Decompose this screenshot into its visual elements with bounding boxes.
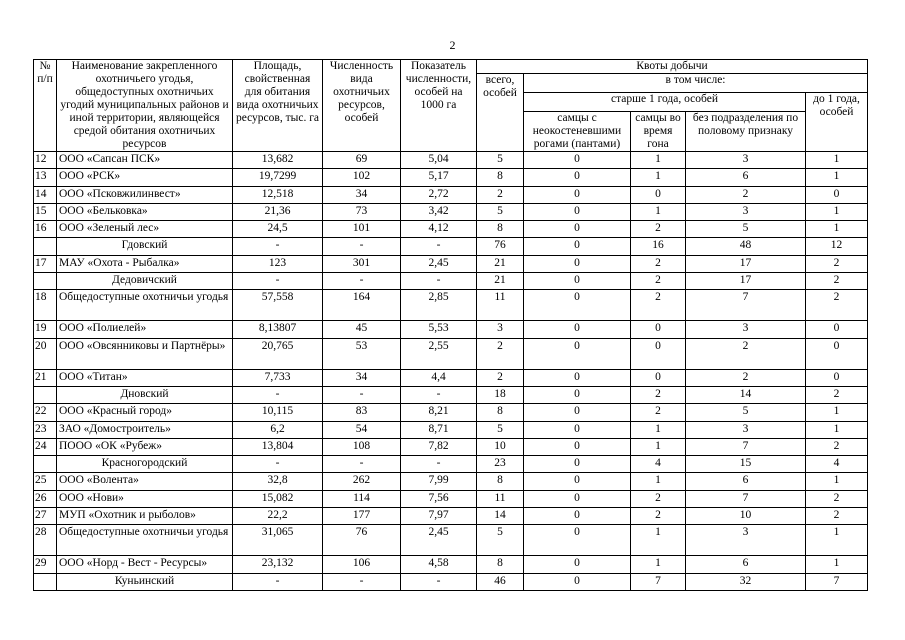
cell-number: 20 [34,338,57,369]
cell-name: ООО «Красный город» [57,404,233,421]
table-row [34,404,868,421]
cell-area: - [233,386,323,403]
cell-males-rut: 1 [631,438,686,455]
cell-males-antlers: 0 [524,369,631,386]
cell-count: 53 [323,338,401,369]
cell-density: 4,12 [401,221,477,238]
cell-density: 5,17 [401,169,477,186]
cell-name: МАУ «Охота - Рыбалка» [57,255,233,272]
cell-count: 106 [323,556,401,573]
cell-density: 3,42 [401,203,477,220]
table-row [34,508,868,525]
cell-number: 21 [34,369,57,386]
cell-density: - [401,456,477,473]
cell-males-antlers: 0 [524,525,631,556]
cell-young: 1 [806,473,868,490]
cell-no-sex: 17 [686,255,806,272]
cell-young: 1 [806,556,868,573]
cell-young: 2 [806,438,868,455]
cell-total: 3 [477,321,524,338]
cell-total: 23 [477,456,524,473]
table-row [34,221,868,238]
cell-name: ПООО «ОК «Рубеж» [57,438,233,455]
table-body [34,152,868,591]
header-no: № п/п [34,60,57,152]
cell-no-sex: 7 [686,290,806,321]
header-males-antlers: самцы с неокостеневшими рогами (пантами) [524,112,631,152]
header-older: старше 1 года, особей [524,93,806,112]
cell-name: Дновский [57,386,233,403]
cell-area: 23,132 [233,556,323,573]
table-row [34,473,868,490]
cell-males-antlers: 0 [524,573,631,590]
cell-area: 32,8 [233,473,323,490]
cell-males-antlers: 0 [524,556,631,573]
cell-males-antlers: 0 [524,438,631,455]
cell-no-sex: 2 [686,338,806,369]
header-name: Наименование закрепленного охотничьего угодья, общедоступных охотничьих угодий муниципальных районов и иной территории, являющейся средой обитания охотничьих ресурсов [57,60,233,152]
cell-area: 15,082 [233,490,323,507]
cell-number: 13 [34,169,57,186]
cell-males-antlers: 0 [524,386,631,403]
cell-number: 27 [34,508,57,525]
table-header [34,60,868,152]
cell-name: ООО «Сапсан ПСК» [57,152,233,169]
cell-young: 1 [806,221,868,238]
cell-males-rut: 7 [631,573,686,590]
cell-name: ООО «Зеленый лес» [57,221,233,238]
header-including: в том числе: [524,74,868,93]
cell-total: 2 [477,338,524,369]
cell-young: 1 [806,525,868,556]
cell-young: 2 [806,255,868,272]
cell-young: 2 [806,273,868,290]
cell-total: 14 [477,508,524,525]
cell-males-antlers: 0 [524,456,631,473]
cell-young: 2 [806,490,868,507]
cell-number [34,238,57,255]
table-row [34,169,868,186]
cell-density: 2,85 [401,290,477,321]
cell-density: 5,04 [401,152,477,169]
table-row [34,556,868,573]
cell-name: ООО «Титан» [57,369,233,386]
cell-total: 2 [477,369,524,386]
table-row [34,421,868,438]
cell-total: 8 [477,221,524,238]
cell-males-antlers: 0 [524,255,631,272]
cell-area: - [233,238,323,255]
cell-count: 76 [323,525,401,556]
table-row [34,255,868,272]
cell-no-sex: 5 [686,221,806,238]
cell-no-sex: 2 [686,369,806,386]
cell-males-rut: 1 [631,525,686,556]
cell-total: 2 [477,186,524,203]
cell-area: 57,558 [233,290,323,321]
cell-name: ООО «Волента» [57,473,233,490]
cell-males-antlers: 0 [524,421,631,438]
header-density: Показатель численности, особей на 1000 га [401,60,477,152]
cell-number: 19 [34,321,57,338]
cell-total: 8 [477,473,524,490]
cell-males-rut: 16 [631,238,686,255]
cell-name: МУП «Охотник и рыболов» [57,508,233,525]
cell-young: 4 [806,456,868,473]
cell-count: 262 [323,473,401,490]
cell-young: 0 [806,186,868,203]
table-row [34,338,868,369]
cell-total: 11 [477,490,524,507]
cell-total: 5 [477,152,524,169]
cell-density: 2,72 [401,186,477,203]
cell-density: 4,4 [401,369,477,386]
cell-males-antlers: 0 [524,290,631,321]
table-row [34,186,868,203]
cell-total: 5 [477,421,524,438]
cell-area: 19,7299 [233,169,323,186]
cell-number: 23 [34,421,57,438]
cell-no-sex: 3 [686,525,806,556]
cell-density: 2,45 [401,255,477,272]
cell-count: 301 [323,255,401,272]
cell-count: - [323,456,401,473]
cell-area: 7,733 [233,369,323,386]
cell-young: 1 [806,203,868,220]
cell-density: 4,58 [401,556,477,573]
cell-area: 31,065 [233,525,323,556]
header-males-rut: самцы во время гона [631,112,686,152]
cell-males-rut: 1 [631,203,686,220]
cell-number [34,273,57,290]
cell-count: 69 [323,152,401,169]
header-quotas: Квоты добычи [477,60,868,74]
cell-name: Гдовский [57,238,233,255]
cell-count: 164 [323,290,401,321]
cell-density: 2,45 [401,525,477,556]
cell-count: 34 [323,186,401,203]
cell-number: 26 [34,490,57,507]
cell-young: 1 [806,421,868,438]
cell-number: 17 [34,255,57,272]
cell-density: 8,21 [401,404,477,421]
cell-total: 8 [477,169,524,186]
header-total: всего, особей [477,74,524,152]
cell-count: 177 [323,508,401,525]
cell-density: 7,56 [401,490,477,507]
cell-count: 114 [323,490,401,507]
cell-total: 8 [477,556,524,573]
cell-name: ЗАО «Домостроитель» [57,421,233,438]
cell-no-sex: 3 [686,321,806,338]
header-area: Площадь, свойственная для обитания вида охотничьих ресурсов, тыс. га [233,60,323,152]
cell-area: - [233,273,323,290]
cell-males-antlers: 0 [524,203,631,220]
cell-males-antlers: 0 [524,238,631,255]
cell-young: 0 [806,321,868,338]
cell-name: ООО «Нови» [57,490,233,507]
cell-males-antlers: 0 [524,473,631,490]
cell-young: 1 [806,404,868,421]
cell-total: 5 [477,525,524,556]
cell-number [34,456,57,473]
cell-number [34,386,57,403]
region-subtotal-row [34,573,868,590]
cell-name: Общедоступные охотничьи угодья [57,290,233,321]
cell-name: ООО «Полиелей» [57,321,233,338]
cell-number: 12 [34,152,57,169]
cell-density: 8,71 [401,421,477,438]
cell-males-rut: 1 [631,556,686,573]
table-row [34,438,868,455]
cell-no-sex: 10 [686,508,806,525]
header-young: до 1 года, особей [806,93,868,152]
cell-total: 10 [477,438,524,455]
cell-number: 16 [34,221,57,238]
cell-density: - [401,386,477,403]
cell-males-rut: 4 [631,456,686,473]
cell-total: 11 [477,290,524,321]
page-number: 2 [449,38,456,52]
cell-name: Общедоступные охотничьи угодья [57,525,233,556]
cell-males-antlers: 0 [524,490,631,507]
cell-males-antlers: 0 [524,404,631,421]
cell-males-antlers: 0 [524,273,631,290]
cell-count: 83 [323,404,401,421]
cell-males-rut: 0 [631,338,686,369]
cell-count: 45 [323,321,401,338]
cell-total: 76 [477,238,524,255]
cell-young: 2 [806,508,868,525]
cell-count: - [323,238,401,255]
cell-density: - [401,273,477,290]
cell-no-sex: 3 [686,203,806,220]
cell-count: - [323,386,401,403]
cell-number [34,573,57,590]
cell-total: 21 [477,255,524,272]
cell-males-rut: 1 [631,169,686,186]
cell-area: - [233,573,323,590]
cell-no-sex: 48 [686,238,806,255]
cell-area: 21,36 [233,203,323,220]
cell-area: 6,2 [233,421,323,438]
cell-number: 29 [34,556,57,573]
cell-no-sex: 32 [686,573,806,590]
cell-name: Дедовичский [57,273,233,290]
table-row [34,321,868,338]
cell-total: 8 [477,404,524,421]
cell-no-sex: 6 [686,169,806,186]
cell-name: ООО «Овсянниковы и Партнёры» [57,338,233,369]
cell-total: 5 [477,203,524,220]
cell-count: - [323,273,401,290]
cell-area: 10,115 [233,404,323,421]
header-count: Численность вида охотничьих ресурсов, особей [323,60,401,152]
cell-count: - [323,573,401,590]
cell-area: 8,13807 [233,321,323,338]
cell-count: 54 [323,421,401,438]
cell-number: 14 [34,186,57,203]
cell-young: 1 [806,152,868,169]
cell-males-rut: 2 [631,255,686,272]
table-row [34,152,868,169]
cell-no-sex: 6 [686,556,806,573]
region-subtotal-row [34,456,868,473]
cell-males-rut: 2 [631,221,686,238]
cell-total: 21 [477,273,524,290]
cell-density: - [401,573,477,590]
cell-no-sex: 3 [686,421,806,438]
cell-young: 2 [806,386,868,403]
cell-area: 123 [233,255,323,272]
cell-name: Красногородский [57,456,233,473]
cell-total: 18 [477,386,524,403]
cell-males-rut: 2 [631,386,686,403]
cell-males-rut: 2 [631,273,686,290]
cell-no-sex: 5 [686,404,806,421]
cell-area: 24,5 [233,221,323,238]
cell-no-sex: 3 [686,152,806,169]
cell-count: 108 [323,438,401,455]
table-row [34,490,868,507]
cell-no-sex: 15 [686,456,806,473]
cell-young: 7 [806,573,868,590]
cell-density: - [401,238,477,255]
cell-males-rut: 0 [631,321,686,338]
cell-males-antlers: 0 [524,152,631,169]
cell-density: 7,97 [401,508,477,525]
header-no-sex: без подразделения по половому признаку [686,112,806,152]
cell-males-rut: 2 [631,404,686,421]
cell-males-rut: 2 [631,508,686,525]
cell-total: 46 [477,573,524,590]
cell-males-antlers: 0 [524,169,631,186]
cell-name: ООО «Псковжилинвест» [57,186,233,203]
cell-area: 12,518 [233,186,323,203]
cell-young: 1 [806,169,868,186]
cell-males-antlers: 0 [524,338,631,369]
cell-males-rut: 1 [631,421,686,438]
cell-young: 0 [806,369,868,386]
cell-density: 7,82 [401,438,477,455]
region-subtotal-row [34,386,868,403]
cell-no-sex: 7 [686,438,806,455]
table-row [34,525,868,556]
cell-number: 28 [34,525,57,556]
cell-males-antlers: 0 [524,221,631,238]
cell-number: 25 [34,473,57,490]
cell-young: 2 [806,290,868,321]
cell-count: 73 [323,203,401,220]
cell-name: ООО «Бельковка» [57,203,233,220]
cell-males-rut: 2 [631,490,686,507]
cell-number: 22 [34,404,57,421]
cell-no-sex: 14 [686,386,806,403]
cell-young: 0 [806,338,868,369]
cell-name: ООО «РСК» [57,169,233,186]
cell-density: 2,55 [401,338,477,369]
cell-number: 24 [34,438,57,455]
cell-males-antlers: 0 [524,321,631,338]
cell-name: ООО «Норд - Вест - Ресурсы» [57,556,233,573]
cell-males-antlers: 0 [524,186,631,203]
cell-count: 101 [323,221,401,238]
cell-count: 34 [323,369,401,386]
cell-name: Куньинский [57,573,233,590]
hunting-quota-table [33,59,868,591]
cell-number: 18 [34,290,57,321]
cell-no-sex: 17 [686,273,806,290]
cell-no-sex: 6 [686,473,806,490]
cell-count: 102 [323,169,401,186]
cell-males-rut: 1 [631,152,686,169]
cell-males-rut: 0 [631,369,686,386]
cell-area: 20,765 [233,338,323,369]
cell-density: 5,53 [401,321,477,338]
cell-area: 22,2 [233,508,323,525]
cell-area: 13,804 [233,438,323,455]
cell-number: 15 [34,203,57,220]
cell-density: 7,99 [401,473,477,490]
table-row [34,203,868,220]
cell-area: - [233,456,323,473]
region-subtotal-row [34,273,868,290]
cell-males-rut: 2 [631,290,686,321]
cell-males-antlers: 0 [524,508,631,525]
table-row [34,290,868,321]
table-row [34,369,868,386]
cell-area: 13,682 [233,152,323,169]
cell-young: 12 [806,238,868,255]
cell-no-sex: 7 [686,490,806,507]
cell-no-sex: 2 [686,186,806,203]
cell-males-rut: 1 [631,473,686,490]
cell-males-rut: 0 [631,186,686,203]
region-subtotal-row [34,238,868,255]
